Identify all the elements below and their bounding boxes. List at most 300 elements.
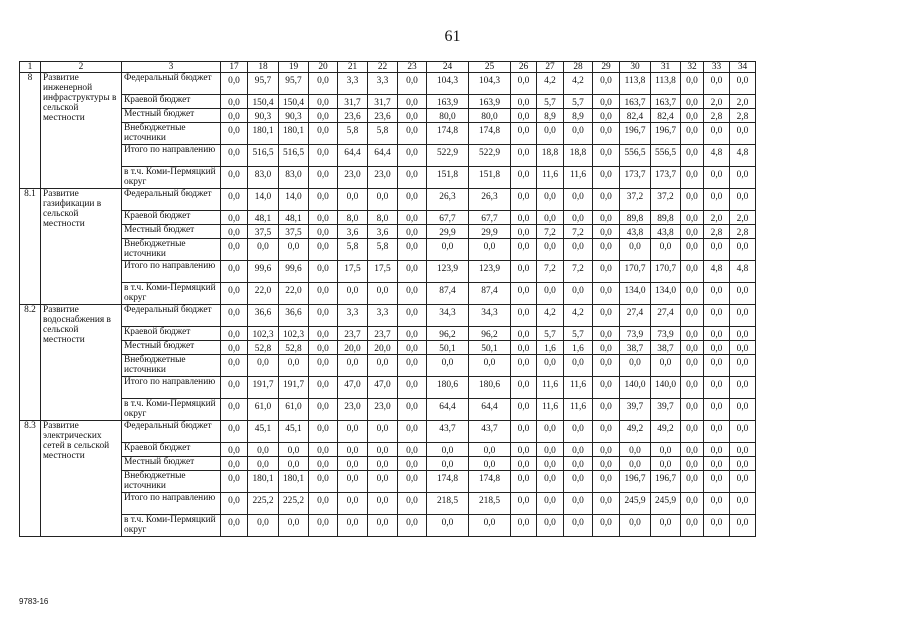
value-cell: 180,6 bbox=[469, 377, 511, 399]
value-cell: 0,0 bbox=[537, 211, 564, 225]
value-cell: 0,0 bbox=[620, 457, 651, 471]
value-cell: 0,0 bbox=[221, 493, 248, 515]
value-cell: 174,8 bbox=[469, 123, 511, 145]
table-row bbox=[20, 95, 756, 109]
value-cell: 73,9 bbox=[651, 327, 681, 341]
table-row bbox=[20, 123, 756, 145]
value-cell: 0,0 bbox=[511, 211, 537, 225]
value-cell: 0,0 bbox=[704, 493, 730, 515]
value-cell: 0,0 bbox=[511, 341, 537, 355]
value-cell: 0,0 bbox=[730, 305, 756, 327]
value-cell: 151,8 bbox=[469, 167, 511, 189]
value-cell: 96,2 bbox=[427, 327, 469, 341]
value-cell: 0,0 bbox=[593, 327, 620, 341]
value-cell: 43,8 bbox=[651, 225, 681, 239]
value-cell: 0,0 bbox=[338, 471, 368, 493]
value-cell: 0,0 bbox=[398, 123, 427, 145]
funding-source: Краевой бюджет bbox=[122, 211, 221, 225]
value-cell: 0,0 bbox=[593, 457, 620, 471]
value-cell: 0,0 bbox=[681, 305, 704, 327]
value-cell: 0,0 bbox=[730, 239, 756, 261]
value-cell: 0,0 bbox=[593, 211, 620, 225]
value-cell: 0,0 bbox=[398, 145, 427, 167]
value-cell: 0,0 bbox=[398, 421, 427, 443]
value-cell: 37,5 bbox=[279, 225, 309, 239]
value-cell: 64,4 bbox=[338, 145, 368, 167]
value-cell: 0,0 bbox=[248, 239, 279, 261]
column-header: 24 bbox=[427, 62, 469, 73]
value-cell: 174,8 bbox=[427, 123, 469, 145]
value-cell: 0,0 bbox=[398, 109, 427, 123]
table-row bbox=[20, 341, 756, 355]
value-cell: 0,0 bbox=[593, 283, 620, 305]
value-cell: 0,0 bbox=[537, 283, 564, 305]
value-cell: 0,0 bbox=[730, 123, 756, 145]
value-cell: 4,8 bbox=[730, 261, 756, 283]
value-cell: 0,0 bbox=[338, 283, 368, 305]
value-cell: 11,6 bbox=[564, 167, 593, 189]
value-cell: 0,0 bbox=[681, 355, 704, 377]
value-cell: 0,0 bbox=[398, 377, 427, 399]
value-cell: 134,0 bbox=[651, 283, 681, 305]
value-cell: 0,0 bbox=[221, 515, 248, 537]
value-cell: 0,0 bbox=[704, 421, 730, 443]
table-row bbox=[20, 225, 756, 239]
value-cell: 5,7 bbox=[537, 327, 564, 341]
value-cell: 151,8 bbox=[427, 167, 469, 189]
value-cell: 23,7 bbox=[338, 327, 368, 341]
value-cell: 5,7 bbox=[537, 95, 564, 109]
funding-source: Итого по направлению bbox=[122, 493, 221, 515]
column-header: 1 bbox=[20, 62, 41, 73]
value-cell: 61,0 bbox=[248, 399, 279, 421]
value-cell: 0,0 bbox=[398, 261, 427, 283]
column-header: 26 bbox=[511, 62, 537, 73]
funding-source: Краевой бюджет bbox=[122, 327, 221, 341]
value-cell: 52,8 bbox=[248, 341, 279, 355]
value-cell: 196,7 bbox=[651, 471, 681, 493]
value-cell: 0,0 bbox=[309, 211, 338, 225]
value-cell: 0,0 bbox=[564, 211, 593, 225]
value-cell: 96,2 bbox=[469, 327, 511, 341]
funding-source: Федеральный бюджет bbox=[122, 73, 221, 95]
value-cell: 37,5 bbox=[248, 225, 279, 239]
value-cell: 0,0 bbox=[511, 327, 537, 341]
value-cell: 0,0 bbox=[398, 189, 427, 211]
value-cell: 0,0 bbox=[511, 471, 537, 493]
value-cell: 87,4 bbox=[427, 283, 469, 305]
value-cell: 0,0 bbox=[564, 471, 593, 493]
section-name: Развитие водоснабжения в сельской местности bbox=[41, 305, 122, 421]
value-cell: 47,0 bbox=[368, 377, 398, 399]
column-header: 20 bbox=[309, 62, 338, 73]
value-cell: 0,0 bbox=[681, 515, 704, 537]
value-cell: 0,0 bbox=[309, 457, 338, 471]
value-cell: 173,7 bbox=[620, 167, 651, 189]
value-cell: 0,0 bbox=[537, 493, 564, 515]
value-cell: 0,0 bbox=[730, 493, 756, 515]
value-cell: 18,8 bbox=[537, 145, 564, 167]
value-cell: 0,0 bbox=[681, 73, 704, 95]
value-cell: 26,3 bbox=[427, 189, 469, 211]
funding-source: Краевой бюджет bbox=[122, 443, 221, 457]
value-cell: 0,0 bbox=[593, 399, 620, 421]
funding-source: в т.ч. Коми-Пермяцкий округ bbox=[122, 399, 221, 421]
value-cell: 0,0 bbox=[221, 211, 248, 225]
value-cell: 0,0 bbox=[309, 109, 338, 123]
value-cell: 0,0 bbox=[593, 341, 620, 355]
value-cell: 0,0 bbox=[221, 305, 248, 327]
value-cell: 67,7 bbox=[469, 211, 511, 225]
value-cell: 0,0 bbox=[338, 355, 368, 377]
table-row bbox=[20, 493, 756, 515]
value-cell: 0,0 bbox=[398, 327, 427, 341]
value-cell: 0,0 bbox=[537, 239, 564, 261]
table-row bbox=[20, 189, 756, 211]
column-header: 19 bbox=[279, 62, 309, 73]
value-cell: 0,0 bbox=[730, 515, 756, 537]
value-cell: 3,3 bbox=[338, 73, 368, 95]
value-cell: 0,0 bbox=[398, 211, 427, 225]
value-cell: 0,0 bbox=[469, 443, 511, 457]
value-cell: 180,6 bbox=[427, 377, 469, 399]
value-cell: 0,0 bbox=[704, 305, 730, 327]
value-cell: 0,0 bbox=[730, 443, 756, 457]
value-cell: 0,0 bbox=[651, 355, 681, 377]
value-cell: 29,9 bbox=[427, 225, 469, 239]
value-cell: 0,0 bbox=[564, 493, 593, 515]
column-header: 34 bbox=[730, 62, 756, 73]
value-cell: 0,0 bbox=[537, 189, 564, 211]
value-cell: 23,7 bbox=[368, 327, 398, 341]
value-cell: 5,7 bbox=[564, 95, 593, 109]
value-cell: 0,0 bbox=[564, 457, 593, 471]
value-cell: 0,0 bbox=[279, 239, 309, 261]
funding-source: Итого по направлению bbox=[122, 145, 221, 167]
header-row bbox=[20, 62, 756, 73]
value-cell: 0,0 bbox=[368, 471, 398, 493]
value-cell: 0,0 bbox=[221, 261, 248, 283]
value-cell: 3,6 bbox=[338, 225, 368, 239]
value-cell: 0,0 bbox=[221, 109, 248, 123]
value-cell: 0,0 bbox=[469, 457, 511, 471]
value-cell: 0,0 bbox=[427, 443, 469, 457]
value-cell: 0,0 bbox=[620, 355, 651, 377]
value-cell: 0,0 bbox=[537, 443, 564, 457]
value-cell: 0,0 bbox=[681, 471, 704, 493]
value-cell: 23,0 bbox=[368, 399, 398, 421]
value-cell: 134,0 bbox=[620, 283, 651, 305]
value-cell: 23,6 bbox=[368, 109, 398, 123]
value-cell: 49,2 bbox=[651, 421, 681, 443]
value-cell: 0,0 bbox=[730, 283, 756, 305]
value-cell: 0,0 bbox=[511, 355, 537, 377]
value-cell: 0,0 bbox=[537, 123, 564, 145]
value-cell: 0,0 bbox=[309, 493, 338, 515]
value-cell: 0,0 bbox=[248, 355, 279, 377]
value-cell: 0,0 bbox=[704, 399, 730, 421]
value-cell: 0,0 bbox=[398, 239, 427, 261]
value-cell: 0,0 bbox=[564, 355, 593, 377]
value-cell: 0,0 bbox=[537, 457, 564, 471]
value-cell: 0,0 bbox=[681, 377, 704, 399]
value-cell: 0,0 bbox=[338, 189, 368, 211]
value-cell: 0,0 bbox=[704, 283, 730, 305]
column-header: 23 bbox=[398, 62, 427, 73]
value-cell: 0,0 bbox=[221, 421, 248, 443]
section-number: 8.2 bbox=[20, 305, 41, 421]
value-cell: 0,0 bbox=[309, 145, 338, 167]
value-cell: 0,0 bbox=[398, 457, 427, 471]
value-cell: 0,0 bbox=[221, 399, 248, 421]
value-cell: 34,3 bbox=[469, 305, 511, 327]
value-cell: 0,0 bbox=[427, 355, 469, 377]
value-cell: 0,0 bbox=[593, 493, 620, 515]
value-cell: 102,3 bbox=[248, 327, 279, 341]
value-cell: 0,0 bbox=[681, 145, 704, 167]
value-cell: 0,0 bbox=[427, 239, 469, 261]
value-cell: 0,0 bbox=[593, 109, 620, 123]
value-cell: 0,0 bbox=[730, 377, 756, 399]
value-cell: 0,0 bbox=[681, 109, 704, 123]
value-cell: 3,3 bbox=[368, 73, 398, 95]
value-cell: 196,7 bbox=[620, 123, 651, 145]
value-cell: 0,0 bbox=[309, 515, 338, 537]
value-cell: 0,0 bbox=[704, 167, 730, 189]
value-cell: 0,0 bbox=[221, 283, 248, 305]
value-cell: 0,0 bbox=[511, 261, 537, 283]
value-cell: 0,0 bbox=[309, 471, 338, 493]
value-cell: 0,0 bbox=[564, 515, 593, 537]
section-name: Развитие инженерной инфраструктуры в сельской местности bbox=[41, 73, 122, 189]
budget-table bbox=[19, 61, 756, 537]
value-cell: 516,5 bbox=[279, 145, 309, 167]
value-cell: 99,6 bbox=[279, 261, 309, 283]
value-cell: 5,8 bbox=[338, 239, 368, 261]
value-cell: 522,9 bbox=[469, 145, 511, 167]
value-cell: 0,0 bbox=[309, 239, 338, 261]
column-header: 28 bbox=[564, 62, 593, 73]
value-cell: 0,0 bbox=[730, 341, 756, 355]
value-cell: 0,0 bbox=[681, 457, 704, 471]
value-cell: 64,4 bbox=[427, 399, 469, 421]
value-cell: 0,0 bbox=[309, 225, 338, 239]
document-code: 9783-16 bbox=[19, 597, 49, 606]
value-cell: 0,0 bbox=[511, 239, 537, 261]
value-cell: 0,0 bbox=[309, 73, 338, 95]
value-cell: 22,0 bbox=[279, 283, 309, 305]
page-number: 61 bbox=[444, 28, 461, 45]
value-cell: 0,0 bbox=[511, 95, 537, 109]
value-cell: 2,8 bbox=[704, 109, 730, 123]
value-cell: 0,0 bbox=[620, 443, 651, 457]
value-cell: 218,5 bbox=[469, 493, 511, 515]
value-cell: 113,8 bbox=[620, 73, 651, 95]
value-cell: 173,7 bbox=[651, 167, 681, 189]
value-cell: 0,0 bbox=[511, 167, 537, 189]
funding-source: Итого по направлению bbox=[122, 377, 221, 399]
value-cell: 140,0 bbox=[620, 377, 651, 399]
value-cell: 113,8 bbox=[651, 73, 681, 95]
value-cell: 0,0 bbox=[398, 443, 427, 457]
value-cell: 0,0 bbox=[398, 515, 427, 537]
value-cell: 43,7 bbox=[427, 421, 469, 443]
value-cell: 22,0 bbox=[248, 283, 279, 305]
funding-source: Внебюджетные источники bbox=[122, 239, 221, 261]
table-row bbox=[20, 515, 756, 537]
value-cell: 0,0 bbox=[511, 399, 537, 421]
value-cell: 0,0 bbox=[681, 327, 704, 341]
value-cell: 7,2 bbox=[564, 225, 593, 239]
funding-source: Краевой бюджет bbox=[122, 95, 221, 109]
section-number: 8 bbox=[20, 73, 41, 189]
value-cell: 123,9 bbox=[427, 261, 469, 283]
value-cell: 39,7 bbox=[651, 399, 681, 421]
value-cell: 0,0 bbox=[681, 95, 704, 109]
value-cell: 4,2 bbox=[537, 305, 564, 327]
value-cell: 0,0 bbox=[704, 515, 730, 537]
value-cell: 2,0 bbox=[704, 211, 730, 225]
value-cell: 0,0 bbox=[368, 355, 398, 377]
value-cell: 163,7 bbox=[651, 95, 681, 109]
value-cell: 0,0 bbox=[593, 261, 620, 283]
value-cell: 163,7 bbox=[620, 95, 651, 109]
funding-source: Внебюджетные источники bbox=[122, 355, 221, 377]
value-cell: 0,0 bbox=[511, 515, 537, 537]
funding-source: Местный бюджет bbox=[122, 225, 221, 239]
value-cell: 225,2 bbox=[279, 493, 309, 515]
value-cell: 0,0 bbox=[593, 377, 620, 399]
value-cell: 0,0 bbox=[681, 225, 704, 239]
value-cell: 45,1 bbox=[279, 421, 309, 443]
funding-source: Местный бюджет bbox=[122, 457, 221, 471]
value-cell: 0,0 bbox=[593, 355, 620, 377]
value-cell: 0,0 bbox=[221, 95, 248, 109]
table-row bbox=[20, 327, 756, 341]
value-cell: 3,3 bbox=[338, 305, 368, 327]
value-cell: 0,0 bbox=[704, 327, 730, 341]
value-cell: 0,0 bbox=[593, 471, 620, 493]
value-cell: 0,0 bbox=[564, 421, 593, 443]
funding-source: Федеральный бюджет bbox=[122, 189, 221, 211]
value-cell: 4,2 bbox=[537, 73, 564, 95]
value-cell: 0,0 bbox=[368, 189, 398, 211]
column-header: 29 bbox=[593, 62, 620, 73]
value-cell: 0,0 bbox=[221, 239, 248, 261]
value-cell: 5,8 bbox=[338, 123, 368, 145]
value-cell: 83,0 bbox=[248, 167, 279, 189]
value-cell: 0,0 bbox=[309, 189, 338, 211]
value-cell: 0,0 bbox=[564, 239, 593, 261]
value-cell: 36,6 bbox=[248, 305, 279, 327]
value-cell: 82,4 bbox=[620, 109, 651, 123]
value-cell: 516,5 bbox=[248, 145, 279, 167]
value-cell: 0,0 bbox=[651, 515, 681, 537]
value-cell: 0,0 bbox=[681, 211, 704, 225]
value-cell: 8,9 bbox=[564, 109, 593, 123]
value-cell: 196,7 bbox=[620, 471, 651, 493]
value-cell: 0,0 bbox=[309, 327, 338, 341]
value-cell: 150,4 bbox=[279, 95, 309, 109]
value-cell: 123,9 bbox=[469, 261, 511, 283]
value-cell: 0,0 bbox=[564, 123, 593, 145]
section-name: Развитие газификации в сельской местности bbox=[41, 189, 122, 305]
value-cell: 0,0 bbox=[593, 239, 620, 261]
value-cell: 0,0 bbox=[221, 355, 248, 377]
value-cell: 27,4 bbox=[651, 305, 681, 327]
value-cell: 245,9 bbox=[651, 493, 681, 515]
value-cell: 61,0 bbox=[279, 399, 309, 421]
value-cell: 5,8 bbox=[368, 123, 398, 145]
value-cell: 102,3 bbox=[279, 327, 309, 341]
value-cell: 196,7 bbox=[651, 123, 681, 145]
funding-source: Внебюджетные источники bbox=[122, 471, 221, 493]
value-cell: 0,0 bbox=[681, 399, 704, 421]
column-header: 2 bbox=[41, 62, 122, 73]
value-cell: 7,2 bbox=[537, 261, 564, 283]
funding-source: Федеральный бюджет bbox=[122, 305, 221, 327]
value-cell: 0,0 bbox=[730, 355, 756, 377]
table-row bbox=[20, 471, 756, 493]
value-cell: 0,0 bbox=[368, 457, 398, 471]
value-cell: 45,1 bbox=[248, 421, 279, 443]
value-cell: 0,0 bbox=[681, 261, 704, 283]
value-cell: 0,0 bbox=[651, 457, 681, 471]
value-cell: 11,6 bbox=[537, 399, 564, 421]
value-cell: 73,9 bbox=[620, 327, 651, 341]
value-cell: 26,3 bbox=[469, 189, 511, 211]
value-cell: 17,5 bbox=[368, 261, 398, 283]
value-cell: 1,6 bbox=[537, 341, 564, 355]
value-cell: 20,0 bbox=[338, 341, 368, 355]
value-cell: 0,0 bbox=[368, 515, 398, 537]
value-cell: 0,0 bbox=[730, 399, 756, 421]
column-header: 25 bbox=[469, 62, 511, 73]
value-cell: 0,0 bbox=[537, 515, 564, 537]
value-cell: 0,0 bbox=[469, 355, 511, 377]
value-cell: 170,7 bbox=[620, 261, 651, 283]
column-header: 22 bbox=[368, 62, 398, 73]
value-cell: 17,5 bbox=[338, 261, 368, 283]
value-cell: 0,0 bbox=[730, 457, 756, 471]
column-header: 17 bbox=[221, 62, 248, 73]
value-cell: 0,0 bbox=[651, 239, 681, 261]
value-cell: 0,0 bbox=[221, 443, 248, 457]
value-cell: 23,0 bbox=[368, 167, 398, 189]
value-cell: 67,7 bbox=[427, 211, 469, 225]
value-cell: 2,0 bbox=[704, 95, 730, 109]
value-cell: 0,0 bbox=[279, 457, 309, 471]
value-cell: 50,1 bbox=[469, 341, 511, 355]
value-cell: 0,0 bbox=[309, 377, 338, 399]
value-cell: 4,8 bbox=[704, 145, 730, 167]
value-cell: 38,7 bbox=[620, 341, 651, 355]
value-cell: 0,0 bbox=[398, 341, 427, 355]
value-cell: 0,0 bbox=[338, 515, 368, 537]
value-cell: 0,0 bbox=[704, 189, 730, 211]
value-cell: 556,5 bbox=[620, 145, 651, 167]
value-cell: 52,8 bbox=[279, 341, 309, 355]
value-cell: 37,2 bbox=[651, 189, 681, 211]
value-cell: 0,0 bbox=[511, 493, 537, 515]
value-cell: 0,0 bbox=[248, 457, 279, 471]
value-cell: 31,7 bbox=[338, 95, 368, 109]
table-row bbox=[20, 283, 756, 305]
value-cell: 0,0 bbox=[704, 73, 730, 95]
value-cell: 64,4 bbox=[368, 145, 398, 167]
value-cell: 0,0 bbox=[537, 421, 564, 443]
value-cell: 0,0 bbox=[338, 493, 368, 515]
